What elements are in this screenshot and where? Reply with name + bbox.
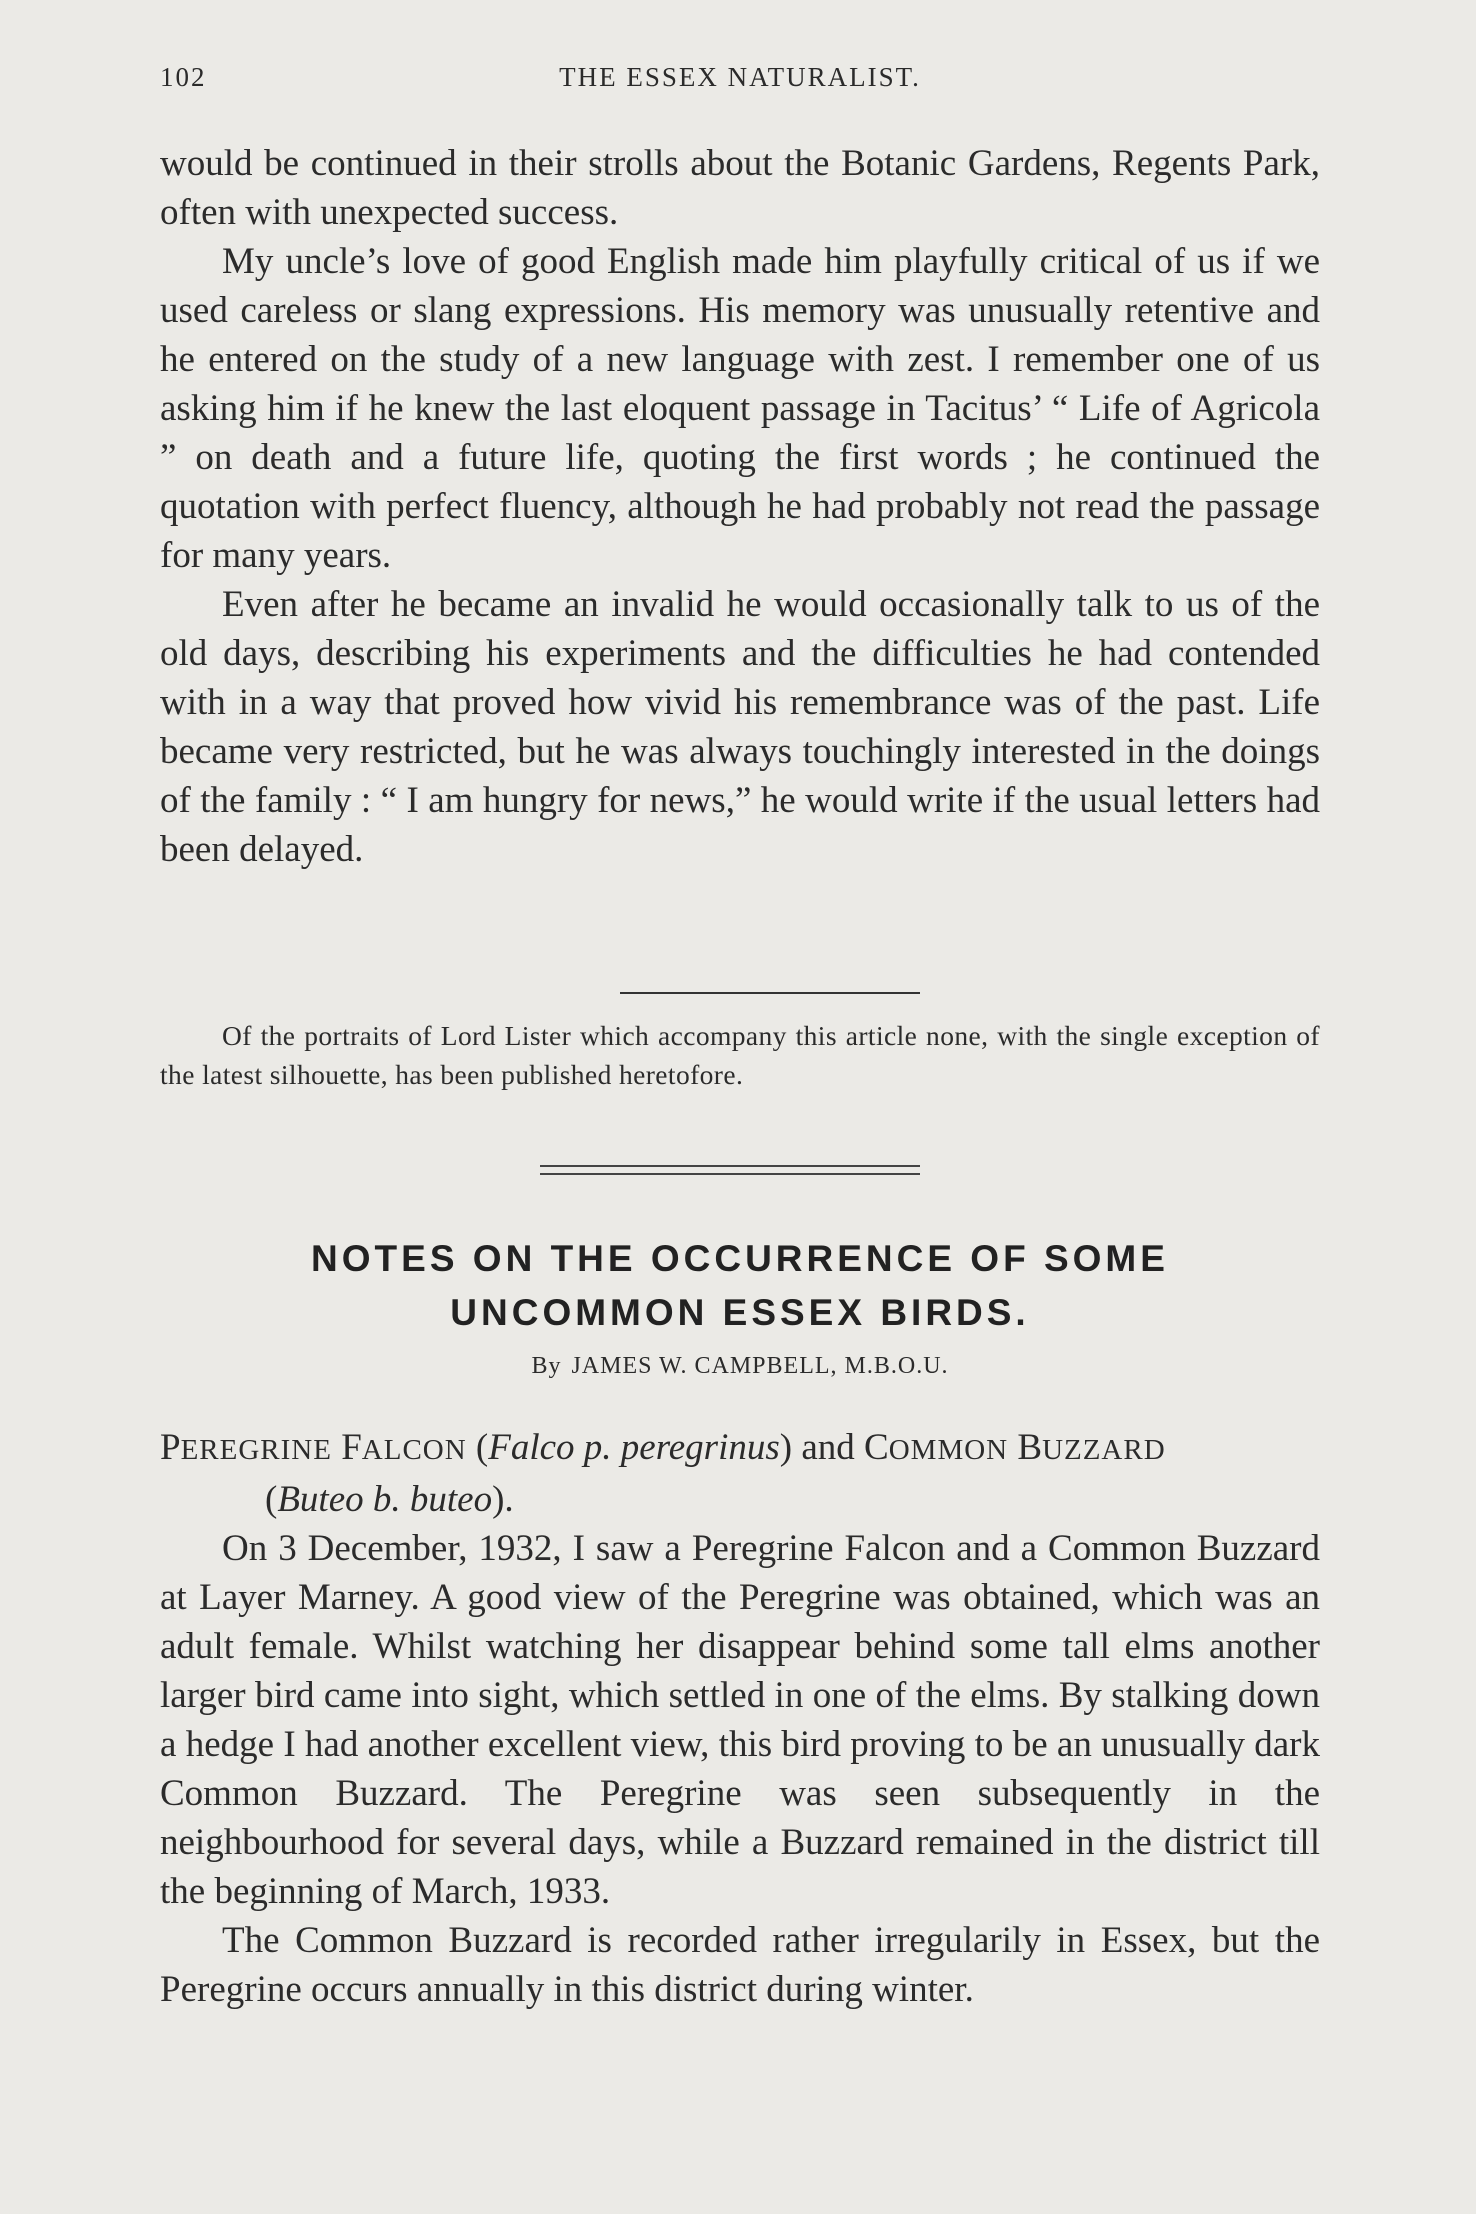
article-title	[160, 1232, 1320, 1340]
section-divider	[620, 992, 920, 994]
byline-author: JAMES W. CAMPBELL, M.B.O.U.	[571, 1353, 949, 1379]
article-separator	[540, 1165, 920, 1175]
article-title-line: NOTES ON THE OCCURRENCE OF SOME	[311, 1238, 1169, 1279]
previous-article-text	[160, 139, 1320, 874]
byline	[160, 1353, 1320, 1380]
paragraph: would be continued in their strolls about the Botanic Gardens, Regents Park, often with unexpected success.	[160, 143, 1320, 233]
running-head	[160, 62, 1320, 102]
section-heading: PEREGRINE FALCON (Falco p. peregrinus) and COMMON BUZZARD	[160, 1427, 1166, 1468]
scientific-name: Buteo b. buteo	[277, 1479, 493, 1520]
footnote	[160, 1016, 1320, 1094]
journal-title: THE ESSEX NATURALIST.	[559, 62, 921, 92]
page-number: 102	[160, 62, 207, 92]
section-heading-continued: (Buteo b. buteo).	[265, 1479, 514, 1520]
scientific-name: Falco p. peregrinus	[488, 1427, 780, 1468]
byline-prefix: By	[531, 1353, 562, 1379]
paragraph: My uncle’s love of good English made him playfully critical of us if we used careless or slang expressions. His memory was unusually retentive and he entered on the study of a new language with zest. I remember one of us asking him if he knew the last eloquent passage in Tacitus’ “ Life of Agricola ” on death and a future life, quoting the first words ; he continued the quotation with perfect fluency, although he had probably not read the passage for many years.	[160, 241, 1320, 576]
article-title-line: UNCOMMON ESSEX BIRDS.	[450, 1292, 1030, 1333]
paragraph: Even after he became an invalid he would occasionally talk to us of the old days, describing his experiments and the difficulties he had contended with in a way that proved how vivid his remembrance was of the past. Life became very restricted, but he was always touchingly interested in the doings of the family : “ I am hungry for news,” he would write if the usual letters had been delayed.	[160, 584, 1320, 870]
paragraph: The Common Buzzard is recorded rather irregularily in Essex, but the Peregrine occurs annually in this district during winter.	[160, 1920, 1320, 2010]
article-body	[160, 1423, 1320, 2014]
paragraph: On 3 December, 1932, I saw a Peregrine Falcon and a Common Buzzard at Layer Marney. A good view of the Peregrine was obtained, which was an adult female. Whilst watching her disappear behind some tall elms another larger bird came into sight, which settled in one of the elms. By stalking down a hedge I had another excellent view, this bird proving to be an unusually dark Common Buzzard. The Peregrine was seen subsequently in the neighbourhood for several days, while a Buzzard remained in the district till the beginning of March, 1933.	[160, 1528, 1320, 1912]
footnote-text: Of the portraits of Lord Lister which accompany this article none, with the single exception of the latest silhouette, has been published heretofore.	[160, 1020, 1320, 1090]
